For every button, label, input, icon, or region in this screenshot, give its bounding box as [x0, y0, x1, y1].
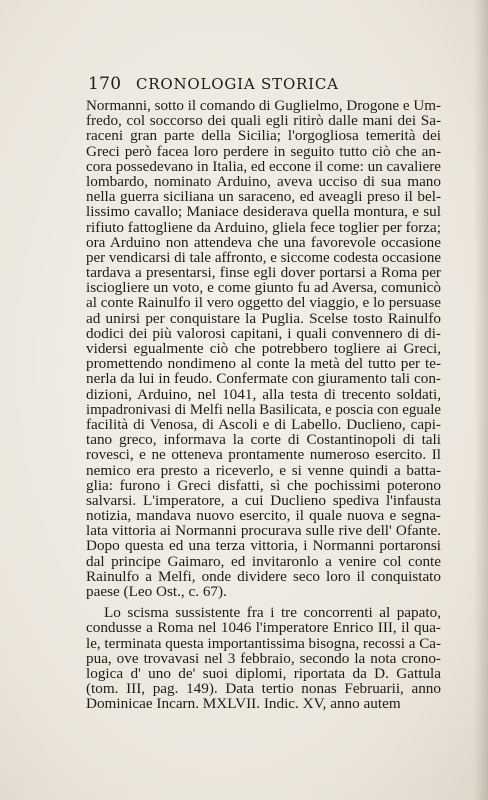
paragraph-1 — [86, 98, 441, 599]
text-line: salvarsi. L'imperatore, a cui Duclieno spediva l'infausta — [86, 491, 441, 509]
text-line: glia: furono i Greci disfatti, sì che pochissimi poterono — [86, 476, 441, 494]
text-line: dizioni, Arduino, nel 1041, alla testa di trecento soldati, — [86, 385, 441, 403]
page-header — [88, 74, 433, 96]
page-edge-shadow — [474, 0, 488, 800]
text-line: raceni gran parte della Sicilia; l'orgogliosa temerità dei — [86, 127, 441, 145]
text-line: le, terminata questa importantissima bisogna, recossi a Ca- — [86, 634, 441, 652]
running-title: CRONOLOGIA STORICA — [136, 75, 339, 93]
text-line: cora possedevano in Italia, ed eccone il come: un cavaliere — [86, 157, 442, 175]
text-line: (tom. III, pag. 149). Data tertio nonas Februarii, anno — [86, 680, 441, 698]
text-line: tardava a presentarsi, finse egli dover portarsi a Roma per — [86, 264, 441, 282]
body-text — [86, 98, 441, 712]
text-line: paese (Leo Ost., c. 67). — [86, 583, 227, 600]
text-line: Greci però facea loro perdere in seguito tutto ciò che an- — [86, 142, 441, 160]
text-line: per vendicarsi di tale affronto, e siccome codesta occasione — [86, 248, 442, 266]
text-line: nella guerra siciliana un saraceno, ed aveagli preso il bel- — [86, 188, 441, 206]
text-line: lissimo cavallo; Maniace desiderava quella montura, e sul — [86, 203, 441, 221]
text-line: condusse a Roma nel 1046 l'imperatore Enrico III, il qua- — [86, 619, 441, 637]
text-line: dal principe Gaimaro, ed invitaronlo a venire col conte — [86, 552, 441, 570]
text-line: facilità di Venosa, di Ascoli e di Labello. Duclieno, capi- — [86, 415, 441, 433]
text-line: iscioglierе un voto, e come giunto fu ad Aversa, comunicò — [86, 279, 441, 297]
text-line: lata vittoria ai Normanni procurava sulle rive dell' Ofante. — [86, 522, 441, 540]
text-line: dodici dei più valorosi capitani, i quali convennero di di- — [86, 324, 441, 342]
text-line: pua, ove trovavasi nel 3 febbraio, secondo la nota crono- — [86, 649, 441, 667]
page-number: 170 — [88, 74, 122, 94]
text-line: Dopo questa ed una terza vittoria, i Normanni portaronsi — [86, 537, 441, 555]
text-line: al conte Rainulfo il vero oggetto del viaggio, e lo persuase — [86, 294, 441, 312]
text-line: rovesci, e ne otteneva prontamente numeroso esercito. Il — [86, 446, 441, 464]
text-line: Lo scisma sussistente fra i tre concorrenti al papato, — [104, 604, 441, 622]
text-line: notizia, mandava nuovo esercito, il quale nuova e segna- — [86, 507, 441, 525]
text-line: impadronivasi di Melfi nella Basilicata, e poscia con eguale — [86, 400, 441, 418]
paragraph-2 — [86, 605, 441, 711]
text-line: fredo, col soccorso dei quali egli ritirò dalle mani dei Sa- — [86, 112, 441, 130]
text-line: logica d' uno de' suoi diplomi, riportata da D. Gattula — [86, 664, 441, 682]
text-line: rifiuto fattogliene da Arduino, gliela fece toglier per forza; — [86, 218, 441, 236]
text-line: promettendo nondimeno al conte la metà del tutto per te- — [86, 355, 441, 373]
text-line: Dominicae Incarn. MXLVII. Indic. XV, anno autem — [86, 695, 401, 713]
text-line: Normanni, sotto il comando di Guglielmo, Drogone e Um- — [86, 97, 441, 114]
text-line: tano greco, informava la corte di Costantinopoli di tali — [86, 431, 441, 449]
text-line: vidersi egualmente ciò che potrebbero togliere ai Greci, — [86, 340, 441, 357]
text-line: nerla da lui in feudo. Confermate con giuramento tali con- — [86, 370, 441, 388]
text-line: Rainulfo a Melfi, onde dividere seco loro il conquistato — [86, 567, 441, 585]
text-line: ora Arduino non attendeva che una favorevole occasione — [86, 233, 441, 251]
text-line: nemico era presto a riceverlo, e si venne quindi a batta- — [86, 461, 441, 479]
text-line: lombardo, nominato Arduino, aveva ucciso di sua mano — [86, 172, 441, 190]
text-line: ad unirsi per conquistare la Puglia. Scelse tosto Rainulfo — [86, 309, 441, 327]
